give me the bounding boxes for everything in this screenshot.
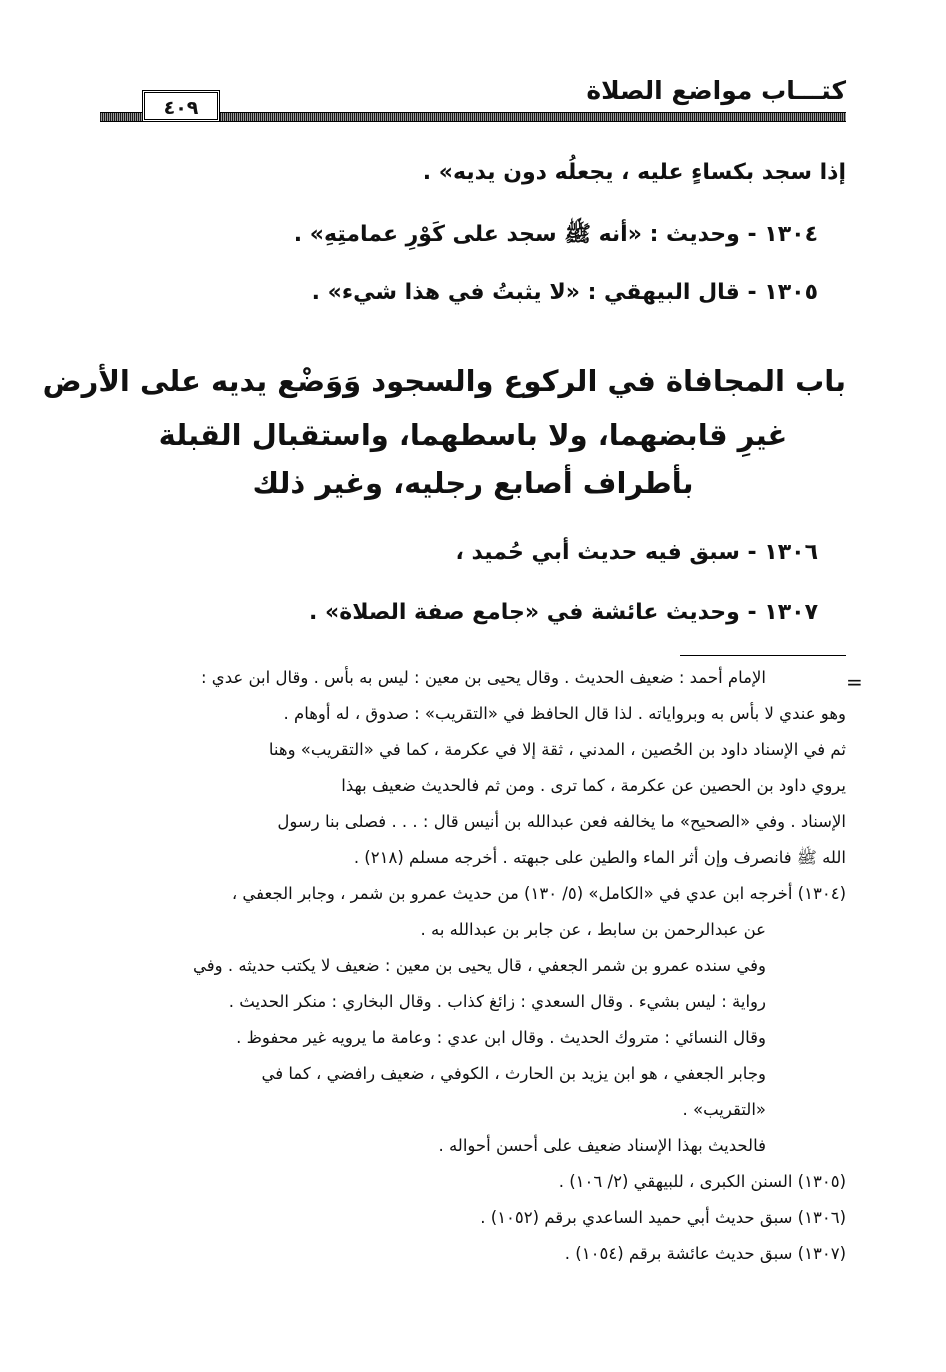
footnote-line: وهو عندي لا بأس به وبرواياته . لذا قال الحافظ في «التقريب» : صدوق ، له أوهام . bbox=[283, 704, 846, 723]
chapter-heading-line-2: غيرِ قابضهما، ولا باسطهما، واستقبال القبلة bbox=[158, 418, 788, 452]
hadith-1306: ١٣٠٦ - سبق فيه حديث أبي حُميد ، bbox=[455, 540, 818, 565]
text-line: إذا سجد بكساءٍ عليه ، يجعلُه دون يديه» . bbox=[422, 160, 846, 185]
footnote-line: وقال النسائي : متروك الحديث . وقال ابن عدي : وعامة ما يرويه غير محفوظ . bbox=[236, 1028, 766, 1047]
footnote-line: فالحديث بهذا الإسناد ضعيف على أحسن أحواله . bbox=[438, 1136, 766, 1155]
footnote-line: رواية : ليس بشيء . وقال السعدي : زائغ كذاب . وقال البخاري : منكر الحديث . bbox=[228, 992, 766, 1011]
footnote-line: عن عبدالرحمن بن سابط ، عن جابر بن عبدالله به . bbox=[420, 920, 766, 939]
footnote-line: الإمام أحمد : ضعيف الحديث . وقال يحيى بن معين : ليس به بأس . وقال ابن عدي : bbox=[201, 668, 766, 687]
footnote-1307: (١٣٠٧) سبق حديث عائشة برقم (١٠٥٤) . bbox=[564, 1244, 846, 1263]
hadith-1304: ١٣٠٤ - وحديث : «أنه ﷺ سجد على كَوْرِ عمامتِهِ» . bbox=[293, 222, 818, 247]
chapter-heading-line-3: بأطراف أصابع رجليه، وغير ذلك bbox=[252, 466, 694, 500]
footnote-divider bbox=[680, 655, 846, 656]
page-number: ٤٠٩ bbox=[142, 90, 220, 122]
footnote-line: يروي داود بن الحصين عن عكرمة ، كما ترى . ومن ثم فالحديث ضعيف بهذا bbox=[341, 776, 846, 795]
chapter-heading-line-1: باب المجافاة في الركوع والسجود وَوَضْع يديه على الأرض bbox=[42, 364, 846, 398]
footnote-line: الله ﷺ فانصرف وإن أثر الماء والطين على جبهته . أخرجه مسلم (٢١٨) . bbox=[353, 848, 846, 867]
hadith-1305: ١٣٠٥ - قال البيهقي : «لا يثبتُ في هذا شيء» . bbox=[311, 280, 818, 305]
footnote-line: وجابر الجعفي ، هو ابن يزيد بن الحارث ، الكوفي ، ضعيف رافضي ، كما في bbox=[261, 1064, 766, 1083]
footnote-line: «التقريب» . bbox=[682, 1100, 766, 1119]
footnote-line: وفي سنده عمرو بن شمر الجعفي ، قال يحيى بن معين : ضعيف لا يكتب حديثه . وفي bbox=[193, 956, 766, 975]
book-title: كتـــاب مواضع الصلاة bbox=[586, 76, 846, 105]
hadith-1307: ١٣٠٧ - وحديث عائشة في «جامع صفة الصلاة» . bbox=[308, 600, 818, 625]
footnote-1306: (١٣٠٦) سبق حديث أبي حميد الساعدي برقم (١٠٥٢) . bbox=[480, 1208, 846, 1227]
footnote-1304: (١٣٠٤) أخرجه ابن عدي في «الكامل» (٥/ ١٣٠) من حديث عمرو بن شمر ، وجابر الجعفي ، bbox=[231, 884, 846, 903]
running-header bbox=[100, 66, 846, 126]
footnote-continuation-mark: = bbox=[846, 670, 863, 694]
footnote-line: ثم في الإسناد داود بن الحُصين ، المدني ، ثقة إلا في عكرمة ، كما في «التقريب» وهنا bbox=[268, 740, 846, 759]
footnote-line: الإسناد . وفي «الصحيح» ما يخالفه فعن عبدالله بن أنيس قال : . . . فصلى بنا رسول bbox=[277, 812, 846, 831]
footnote-1305: (١٣٠٥) السنن الكبرى ، للبيهقي (٢/ ١٠٦) . bbox=[558, 1172, 846, 1191]
